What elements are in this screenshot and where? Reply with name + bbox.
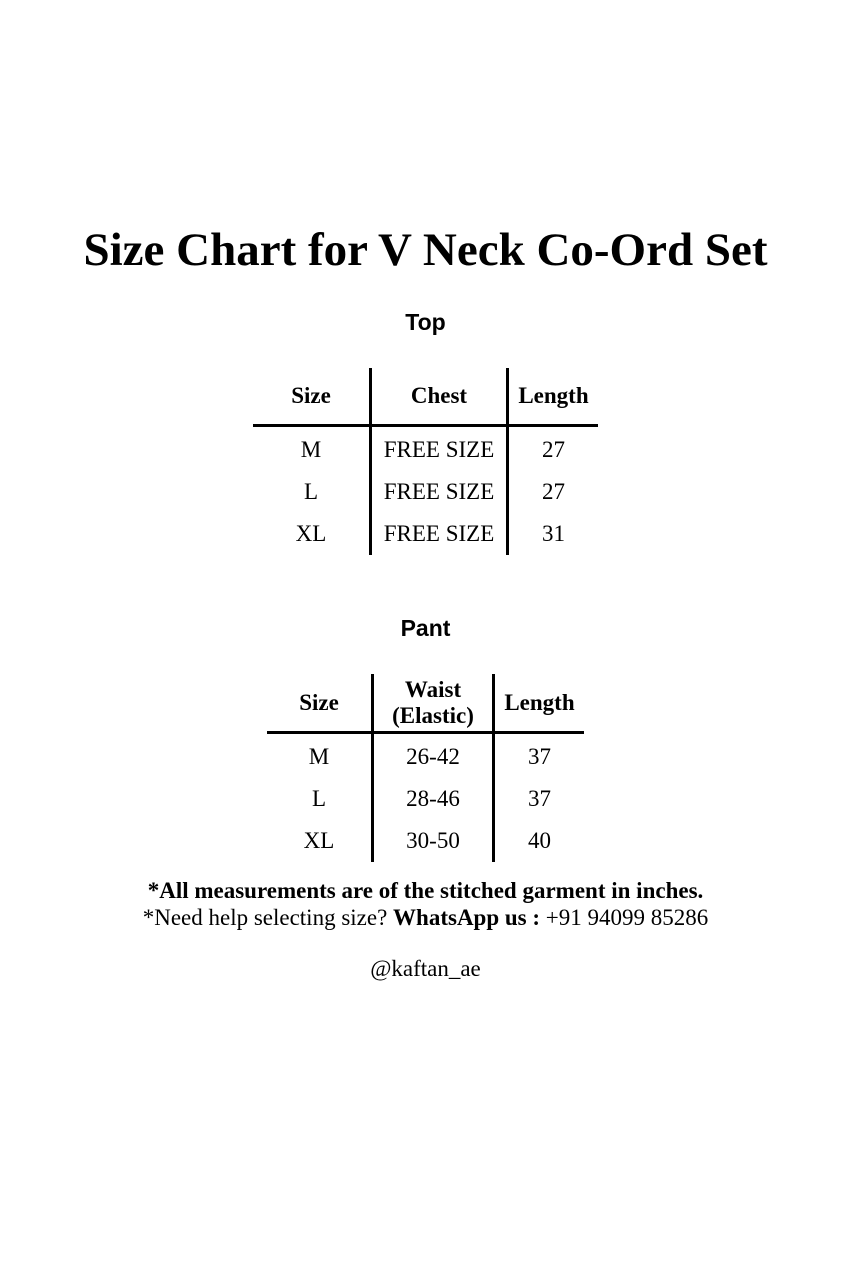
size-cell: XL (295, 521, 327, 546)
pant-size-table (267, 674, 584, 862)
table-row (267, 733, 584, 779)
size-cell: L (303, 479, 319, 504)
size-cell: L (311, 786, 327, 811)
table-header-row (267, 674, 584, 733)
waist-cell: 26-42 (373, 733, 494, 779)
phone-number: +91 94099 85286 (540, 905, 709, 930)
whatsapp-label: WhatsApp us : (393, 905, 541, 930)
help-note-prefix: *Need help selecting size? (142, 905, 394, 930)
length-cell: 40 (528, 828, 551, 853)
length-cell: 27 (542, 479, 565, 504)
chest-cell: FREE SIZE (371, 426, 508, 472)
table-row (253, 471, 598, 513)
table-row (267, 778, 584, 820)
page-title: Size Chart for V Neck Co-Ord Set (83, 224, 768, 276)
social-handle: @kaftan_ae (370, 956, 481, 981)
chest-cell: FREE SIZE (371, 513, 508, 555)
column-header-chest: Chest (371, 368, 508, 426)
waist-header-label: Waist (404, 676, 462, 702)
measurement-note: *All measurements are of the stitched garment in inches. (147, 878, 704, 903)
waist-cell: 28-46 (373, 778, 494, 820)
column-header-length: Length (508, 368, 599, 426)
column-header-length: Length (494, 674, 585, 733)
table-row (267, 820, 584, 862)
waist-cell: 30-50 (373, 820, 494, 862)
length-cell: 37 (528, 786, 551, 811)
table-row (253, 426, 598, 472)
column-header-waist (373, 674, 494, 733)
length-cell: 37 (528, 744, 551, 769)
chest-cell: FREE SIZE (371, 471, 508, 513)
top-section-heading: Top (405, 309, 446, 335)
column-header-size: Size (267, 674, 373, 733)
waist-header-sublabel: (Elastic) (392, 702, 474, 728)
size-cell: M (300, 437, 322, 462)
size-cell: XL (303, 828, 335, 853)
size-cell: M (308, 744, 330, 769)
table-row (253, 513, 598, 555)
top-size-table (253, 368, 598, 555)
length-cell: 27 (542, 437, 565, 462)
pant-section-heading: Pant (400, 615, 451, 641)
help-note (0, 904, 851, 931)
table-header-row (253, 368, 598, 426)
length-cell: 31 (542, 521, 565, 546)
column-header-size: Size (253, 368, 371, 426)
